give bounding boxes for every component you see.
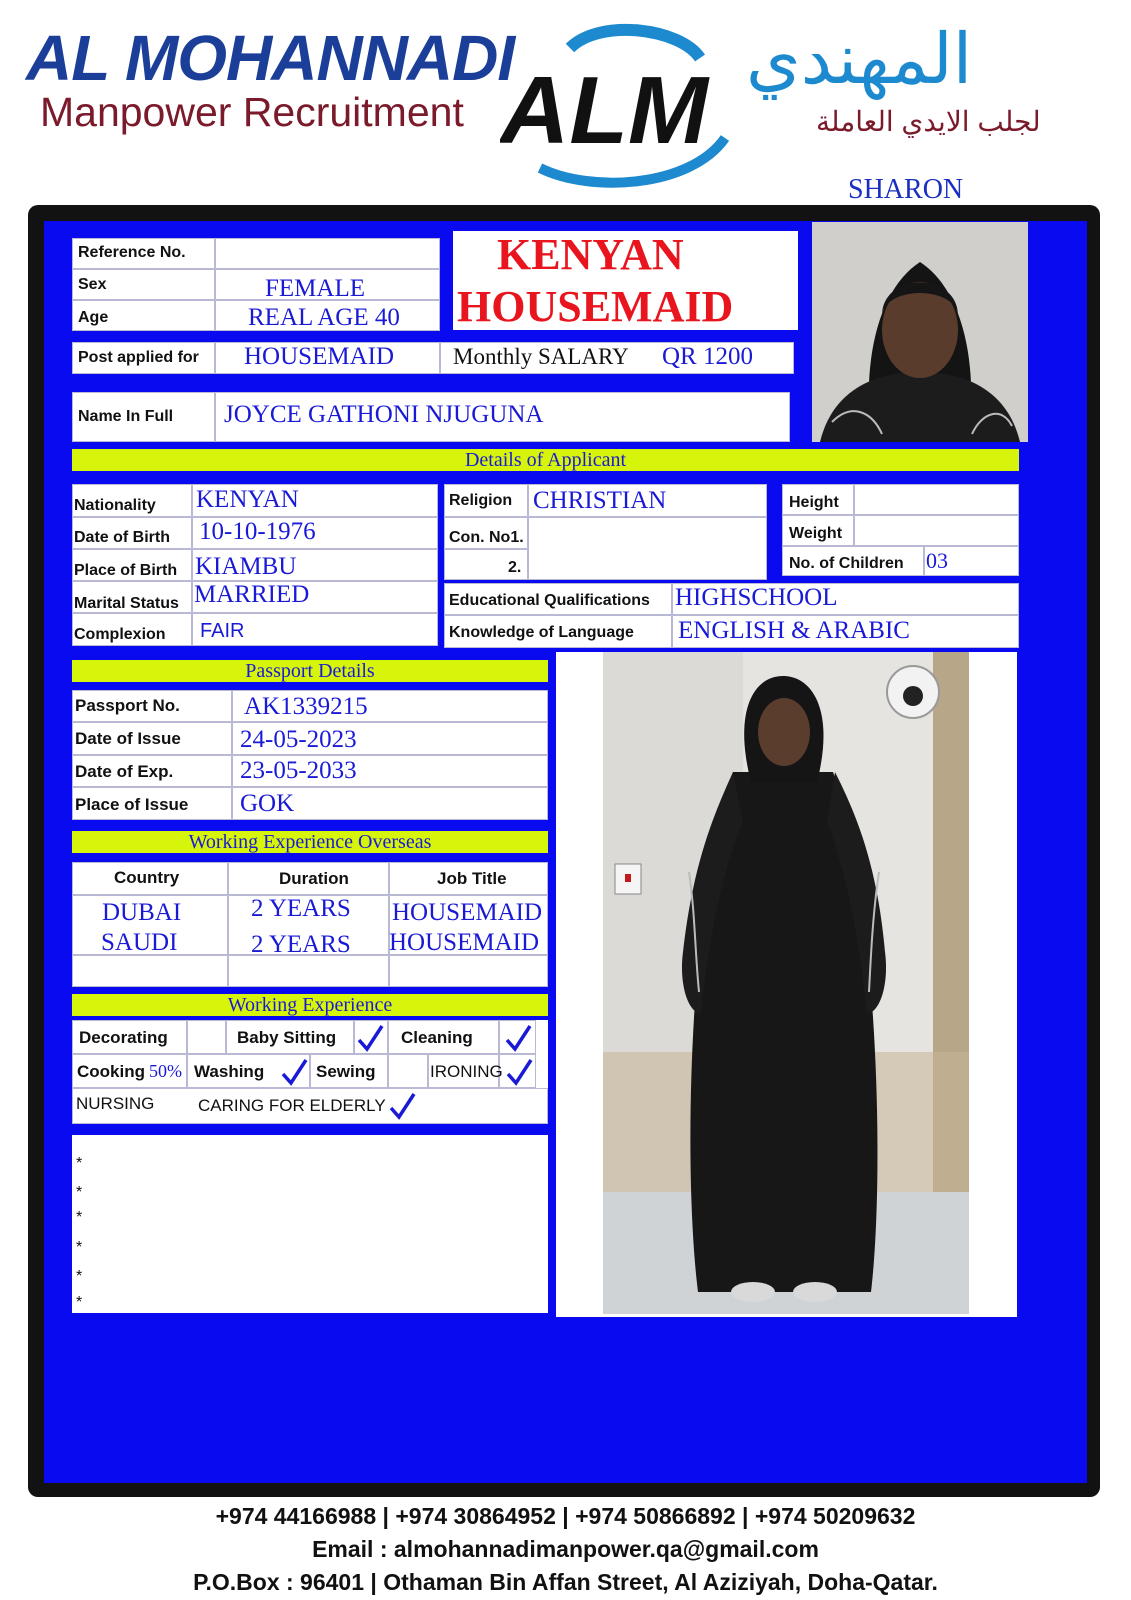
marital-label: Marital Status <box>74 595 179 612</box>
children-value: 03 <box>926 548 948 573</box>
salary-value: QR 1200 <box>662 343 753 370</box>
age-label: Age <box>78 309 109 326</box>
agent-name: SHARON <box>848 174 964 205</box>
notes-box <box>72 1135 548 1313</box>
experience-header: Working Experience <box>72 994 548 1016</box>
language-label: Knowledge of Language <box>449 624 634 641</box>
cooking-value: 50% <box>149 1061 182 1081</box>
education-table <box>444 583 1019 648</box>
education-label: Educational Qualifications <box>449 592 650 609</box>
children-label: No. of Children <box>789 555 904 572</box>
cooking-label: Cooking <box>77 1062 145 1081</box>
passport-number-value: AK1339215 <box>244 693 368 720</box>
religion-label: Religion <box>449 492 513 509</box>
footer-email: Email : almohannadimanpower.qa@gmail.com <box>312 1536 819 1562</box>
note-bullet: * <box>76 1294 83 1311</box>
complexion-value: FAIR <box>200 620 245 642</box>
details-header: Details of Applicant <box>72 449 1019 471</box>
dob-value: 10-10-1976 <box>199 518 316 545</box>
check-icon <box>280 1058 308 1086</box>
issue-place-label: Place of Issue <box>75 795 189 814</box>
table-cell: 2 YEARS <box>251 931 351 958</box>
pob-value: KIAMBU <box>195 553 297 580</box>
title-box <box>453 231 798 330</box>
check-icon <box>356 1024 384 1052</box>
nursing-label: NURSING <box>76 1094 155 1113</box>
table-cell: HOUSEMAID <box>389 929 539 956</box>
table-cell: HOUSEMAID <box>392 899 542 926</box>
cleaning-label: Cleaning <box>401 1028 473 1047</box>
note-bullet: * <box>76 1268 83 1285</box>
note-bullet: * <box>76 1184 83 1201</box>
note-bullet: * <box>76 1155 83 1172</box>
overseas-table <box>72 862 548 987</box>
identity-table <box>72 238 440 331</box>
sex-label: Sex <box>78 276 107 293</box>
caring-label: CARING FOR ELDERLY <box>198 1096 386 1115</box>
dob-label: Date of Birth <box>74 529 170 546</box>
name-value: JOYCE GATHONI NJUGUNA <box>224 401 544 428</box>
title-line2: HOUSEMAID <box>457 282 734 331</box>
weight-label: Weight <box>789 525 843 542</box>
issue-place-value: GOK <box>240 790 295 817</box>
details-left-table <box>72 484 438 646</box>
experience-table <box>72 1020 548 1124</box>
complexion-label: Complexion <box>74 626 166 643</box>
portrait-photo <box>812 222 1028 442</box>
education-value: HIGHSCHOOL <box>675 584 838 611</box>
table-cell: SAUDI <box>101 929 178 956</box>
check-icon <box>388 1092 416 1120</box>
logo-text: ALM <box>500 57 708 164</box>
post-row <box>72 342 794 374</box>
name-label: Name In Full <box>78 408 174 425</box>
full-body-photo <box>603 652 969 1314</box>
pob-label: Place of Birth <box>74 562 178 579</box>
note-bullet: * <box>76 1239 83 1256</box>
table-cell: DUBAI <box>102 899 182 926</box>
religion-value: CHRISTIAN <box>533 487 667 514</box>
post-value: HOUSEMAID <box>244 343 394 370</box>
issue-date-label: Date of Issue <box>75 729 181 748</box>
sewing-label: Sewing <box>316 1062 376 1081</box>
column-header: Job Title <box>437 869 507 888</box>
column-header: Country <box>114 868 180 887</box>
footer-phones: +974 44166988 | +974 30864952 | +974 50866892 | +974 50209632 <box>215 1503 916 1529</box>
sex-value: FEMALE <box>265 275 365 302</box>
language-value: ENGLISH & ARABIC <box>678 617 910 644</box>
reference-label: Reference No. <box>78 244 186 261</box>
company-name: AL MOHANNADI <box>26 22 515 94</box>
check-icon <box>505 1058 533 1086</box>
column-header: Duration <box>279 869 349 888</box>
alm-logo <box>500 18 740 188</box>
post-label: Post applied for <box>78 349 199 366</box>
washing-label: Washing <box>194 1062 265 1081</box>
age-value: REAL AGE 40 <box>248 304 400 331</box>
con2-label: 2. <box>508 559 522 576</box>
details-mid-table <box>444 484 767 580</box>
footer-address: P.O.Box : 96401 | Othaman Bin Affan Street, Al Aziziyah, Doha-Qatar. <box>193 1569 938 1595</box>
marital-value: MARRIED <box>194 581 310 608</box>
exp-date-value: 23-05-2033 <box>240 757 357 784</box>
overseas-header: Working Experience Overseas <box>72 831 548 853</box>
title-line1: KENYAN <box>497 230 684 279</box>
check-icon <box>504 1024 532 1052</box>
name-row <box>72 392 790 442</box>
arabic-name: المهندي <box>746 20 973 98</box>
nationality-label: Nationality <box>74 497 156 514</box>
decorating-label: Decorating <box>79 1028 168 1047</box>
nationality-value: KENYAN <box>196 486 299 513</box>
passport-number-label: Passport No. <box>75 696 180 715</box>
note-bullet: * <box>76 1209 83 1226</box>
passport-table <box>72 690 548 820</box>
full-photo-box <box>556 652 1017 1317</box>
salary-label: Monthly SALARY <box>453 344 629 369</box>
issue-date-value: 24-05-2023 <box>240 726 357 753</box>
table-cell: 2 YEARS <box>251 895 351 922</box>
exp-date-label: Date of Exp. <box>75 762 174 781</box>
details-right-table <box>782 484 1019 576</box>
ironing-label: IRONING <box>430 1062 503 1081</box>
passport-header: Passport Details <box>72 660 548 682</box>
arabic-tagline: لجلب الايدي العاملة <box>816 106 1041 137</box>
height-label: Height <box>789 494 839 511</box>
con1-label: Con. No1. <box>449 529 524 546</box>
company-tagline: Manpower Recruitment <box>40 89 464 135</box>
baby-sitting-label: Baby Sitting <box>237 1028 337 1047</box>
